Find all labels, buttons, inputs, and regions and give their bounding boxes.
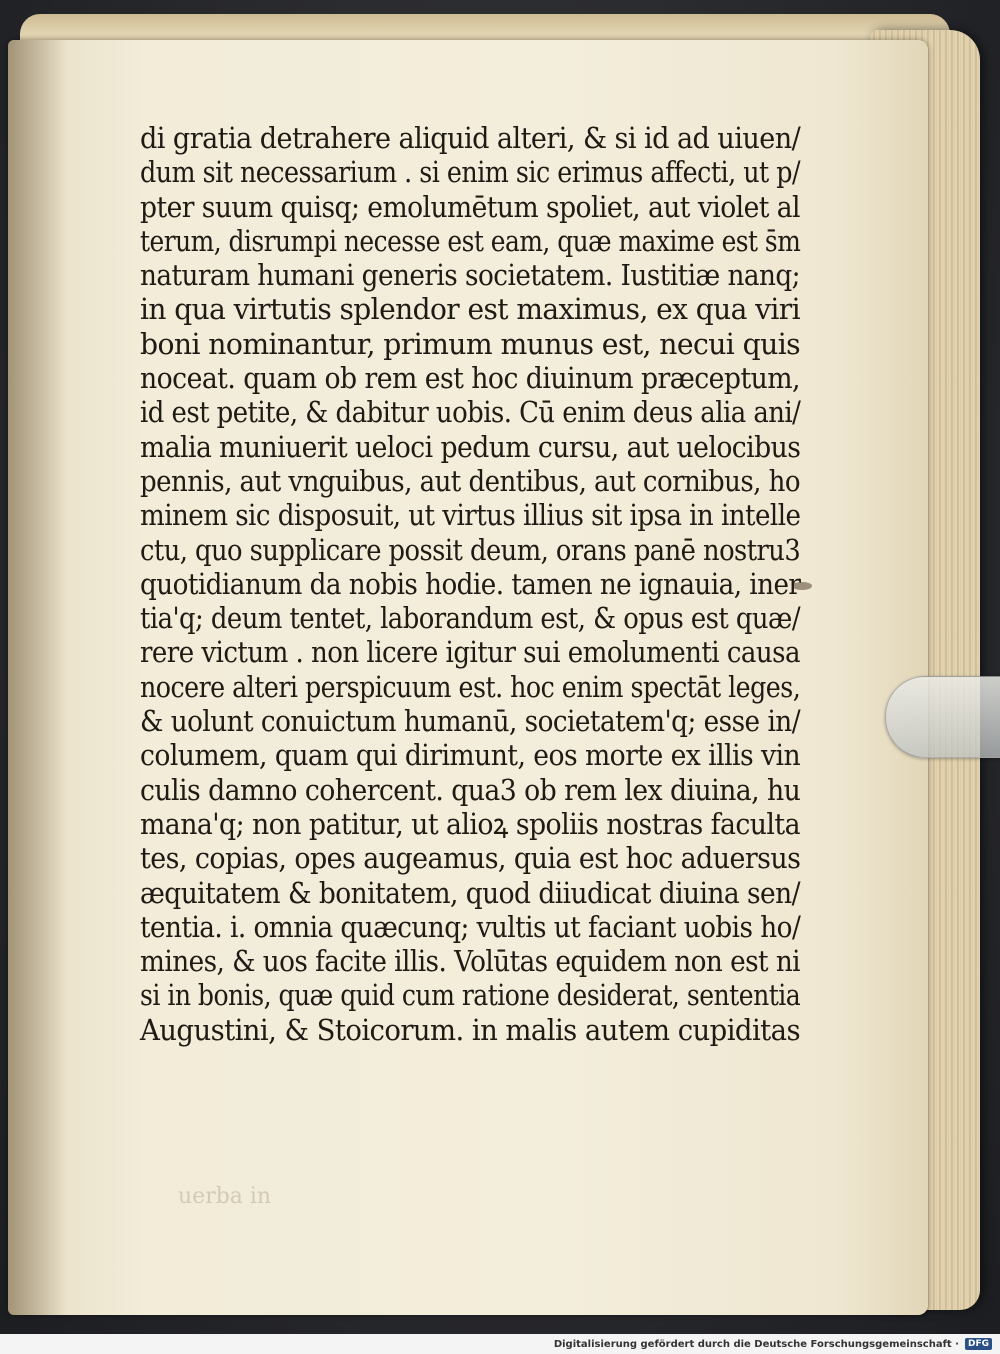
text-line: æquitatem & bonitatem, quod diiudicat diuina sen/ [140,876,800,910]
text-line: quotidianum da nobis hodie. tamen ne ignauia, iner [140,567,801,601]
text-line: pennis, aut vnguibus, aut dentibus, aut cornibus, ho [140,464,801,498]
show-through-text: uerba in [178,1184,272,1209]
text-line: mana'q; non patitur, ut alioꝝ spoliis nostras faculta [140,807,800,841]
text-line: si in bonis, quæ quid cum ratione desiderat, sententia [140,979,801,1013]
text-line: malia muniuerit ueloci pedum cursu, aut uelocibus [140,430,801,464]
text-line: boni nominantur, primum munus est, necui quis [140,327,801,361]
text-line: dum sit necessarium . si enim sic erimus affecti, ut p/ [140,156,800,190]
text-line: di gratia detrahere aliquid alteri, & si id ad uiuen/ [140,122,801,155]
text-line: tes, copias, opes augeamus, quia est hoc aduersus [140,842,801,876]
text-line: Augustini, & Stoicorum. in malis autem cupiditas [140,1013,800,1047]
text-line: pter suum quisq; emolumētum spoliet, aut violet al [140,190,800,224]
text-line: tia'q; deum tentet, laborandum est, & opus est quæ/ [140,602,800,636]
text-line: naturam humani generis societatem. Iustitiæ nanq; [140,259,800,293]
page-clip [885,676,1000,758]
text-line: culis damno cohercent. qua3 ob rem lex diuina, hu [140,773,801,807]
text-line: id est petite, & dabitur uobis. Cū enim deus alia ani/ [140,396,801,430]
text-line: mines, & uos facite illis. Volūtas equidem non est ni [140,945,801,979]
dfg-logo-icon: DFG [965,1338,992,1350]
footer-credit: Digitalisierung gefördert durch die Deutsche Forschungsgemeinschaft · [553,1338,959,1350]
text-line: noceat. quam ob rem est hoc diuinum præceptum, [140,362,800,396]
text-line: ctu, quo supplicare possit deum, orans panē nostru3 [140,533,801,567]
text-block [140,122,800,1048]
text-line: minem sic disposuit, ut virtus illius sit ipsa in intelle [140,499,801,533]
text-line: terum, disrumpi necesse est eam, quæ maxime est s̄m [140,224,801,258]
text-line: rere victum . non licere igitur sui emolumenti causa [140,636,801,670]
text-line: in qua virtutis splendor est maximus, ex qua viri [140,293,800,327]
gutter-shadow [8,40,68,1315]
text-line: & uolunt conuictum humanū, societatem'q; esse in/ [140,705,800,739]
text-line: tentia. i. omnia quæcunq; vultis ut faciant uobis ho/ [140,910,801,944]
text-line: columem, quam qui dirimunt, eos morte ex illis vin [140,739,801,773]
text-line: nocere alteri perspicuum est. hoc enim spectāt leges, [140,670,801,704]
footer-bar [0,1334,1000,1354]
